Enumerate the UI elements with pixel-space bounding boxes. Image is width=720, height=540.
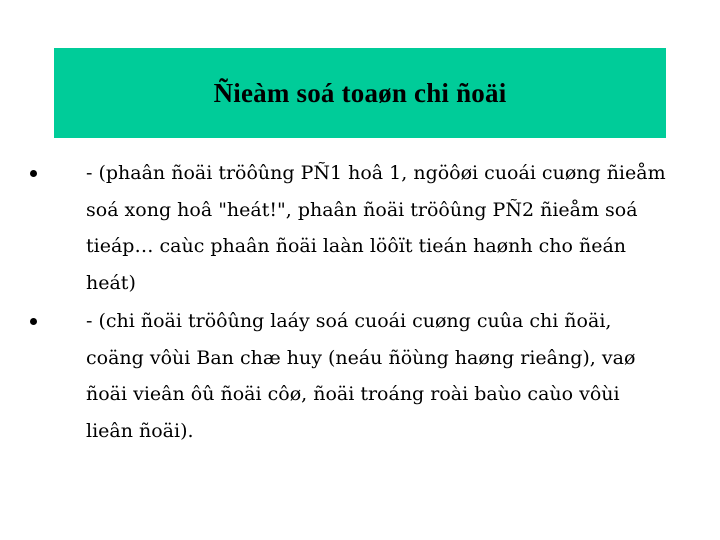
- bullet-text: - (chi ñoäi tröôûng laáy soá cuoái cuøng cuûa chi ñoäi, coäng vôùi Ban chæ huy (neáu ñöùng haøng rieâng), vaø ñoäi vieân ôû ñoäi côø, ñoäi troáng roài baùo caùo vôùi lieân ñoäi).: [86, 310, 636, 442]
- bullet-list: [30, 155, 670, 451]
- slide-title: Ñieàm soá toaøn chi ñoäi: [213, 77, 507, 108]
- title-band: [54, 48, 666, 138]
- bullet-dot-icon: [30, 318, 37, 325]
- bullet-item: [30, 303, 670, 449]
- bullet-dot-icon: [30, 170, 37, 177]
- bullet-item: [30, 155, 670, 301]
- bullet-text: - (phaân ñoäi tröôûng PÑ1 hoâ 1, ngöôøi cuoái cuøng ñieåm soá xong hoâ "heát!", phaân ñoäi tröôûng PÑ2 ñieåm soá tieáp… caùc phaân ñoäi laàn löôït tieán haønh cho ñeán heát): [86, 162, 666, 294]
